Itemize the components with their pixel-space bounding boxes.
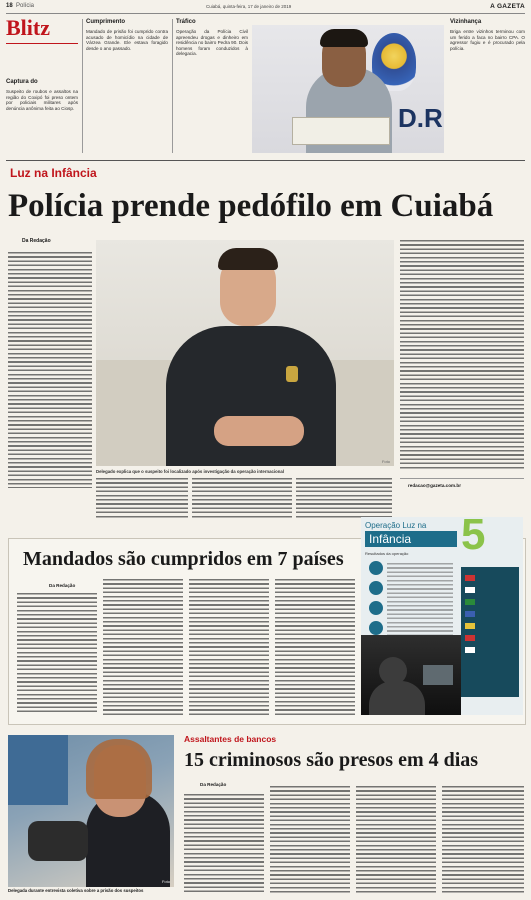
stat-circle-icon (369, 581, 383, 595)
lower-text-col-3 (356, 786, 436, 894)
main-text-col-5 (400, 240, 524, 470)
section-divider (6, 160, 525, 161)
main-text-col-1 (8, 252, 92, 488)
blitz-col4-heading: Vizinhança (450, 19, 482, 25)
infographic-title-mid: Infância (369, 532, 412, 546)
officer-hair (218, 248, 278, 270)
infographic-title-top: Operação Luz na (365, 521, 427, 530)
blitz-col4-text: Briga entre vizinhos terminou com um ferido a faca no bairro CPA. O agressor fugiu e é procurado pela polícia. (450, 29, 525, 51)
infographic-title-bar (365, 531, 457, 547)
police-patch (286, 366, 298, 382)
main-headline: Polícia prende pedófilo em Cuiabá (8, 188, 494, 224)
date-line: Cuiabá, quinta-feira, 17 de janeiro de 2019 (206, 4, 292, 9)
lower-byline: Da Redação (200, 782, 227, 787)
column-rule (172, 19, 173, 153)
main-photo-caption: Delegado explica que o suspeito foi localizado após investigação da operação internacional (96, 469, 284, 474)
box-story (8, 517, 526, 725)
email-rule (400, 478, 524, 479)
country-flags-panel (461, 567, 519, 697)
lower-photo-caption: Delegada durante entrevista coletiva sobre a prisão dos suspeitos (8, 888, 144, 893)
lower-text-col-1 (184, 794, 264, 894)
infographic-stats-text (387, 563, 453, 639)
blitz-col-4 (450, 17, 525, 155)
identification-board (292, 117, 390, 145)
blitz-col-2 (86, 17, 168, 155)
flag-icon (465, 599, 475, 605)
box-byline: Da Redação (49, 583, 76, 588)
lower-text-col-4 (442, 786, 524, 894)
officer-hands (214, 416, 304, 446)
infographic (361, 517, 523, 715)
box-text-col-3 (189, 579, 269, 715)
child-silhouette-image (361, 635, 461, 715)
page-header (6, 3, 525, 14)
lower-headline: 15 criminosos são presos em 4 dias (184, 749, 479, 771)
section-name: Polícia (16, 3, 35, 9)
infographic-subtitle: Resultados da operação (365, 551, 409, 556)
box-text-col-4 (275, 579, 355, 715)
blitz-col2-heading: Cumprimento (86, 19, 125, 25)
silhouette-body (369, 681, 425, 715)
blitz-divider (6, 43, 78, 44)
photo-credit: Foto (381, 459, 390, 464)
box-headline: Mandados são cumpridos em 7 países (23, 548, 344, 570)
flag-icon (465, 647, 475, 653)
flag-icon (465, 623, 475, 629)
blitz-col3-text: Operação da Polícia Civil apreendeu drogas e dinheiro em residência no bairro Pedra 90. Dois homens foram conduzidos à delegacia. (176, 29, 248, 57)
page-number: 18 (6, 3, 13, 9)
microphones (28, 821, 88, 861)
background-panel (8, 735, 68, 805)
stat-circle-icon (369, 621, 383, 635)
blitz-col3-heading: Tráfico (176, 19, 196, 25)
main-photo (96, 240, 394, 466)
main-text-col-2 (96, 478, 188, 518)
author-email: redacao@gazeta.com.br (408, 483, 461, 488)
blitz-col-3 (176, 17, 248, 155)
lower-photo (8, 735, 174, 887)
wall-sign: D.R (398, 103, 443, 133)
suspect-hair (320, 29, 368, 47)
box-text-col-2 (103, 579, 183, 715)
lower-kicker: Assaltantes de bancos (184, 734, 277, 744)
blitz-col-1 (6, 17, 78, 155)
column-rule (82, 19, 83, 153)
flag-icon (465, 611, 475, 617)
brand-logo: A GAZETA (490, 3, 525, 10)
stat-circle-icon (369, 561, 383, 575)
blitz-col2-text: Mandado de prisão foi cumprido contra acusado de homicídio na cidade de Várzea Grande. Ele estava foragido desde o ano passado. (86, 29, 168, 51)
blitz-col1-text: Suspeito de roubos e assaltos na região do Coxipó foi preso ontem por policiais militares após denúncia anônima feita ao Ciosp. (6, 89, 78, 111)
main-byline: Da Redação (22, 238, 51, 244)
main-text-col-3 (192, 478, 292, 518)
blitz-section (6, 17, 525, 155)
infographic-number: 5 (461, 517, 486, 559)
blitz-label: Blitz (6, 15, 50, 40)
main-kicker: Luz na Infância (10, 166, 97, 180)
main-text-col-4 (296, 478, 392, 518)
stat-circle-icon (369, 601, 383, 615)
flag-icon (465, 635, 475, 641)
lower-text-col-2 (270, 786, 350, 894)
blitz-col1-heading: Captura do (6, 79, 38, 85)
blitz-photo (252, 25, 444, 153)
flag-icon (465, 575, 475, 581)
flag-icon (465, 587, 475, 593)
woman-hair (86, 739, 152, 799)
laptop-screen (423, 665, 453, 685)
lower-photo-credit: Foto (161, 879, 170, 884)
box-text-col-1 (17, 593, 97, 715)
